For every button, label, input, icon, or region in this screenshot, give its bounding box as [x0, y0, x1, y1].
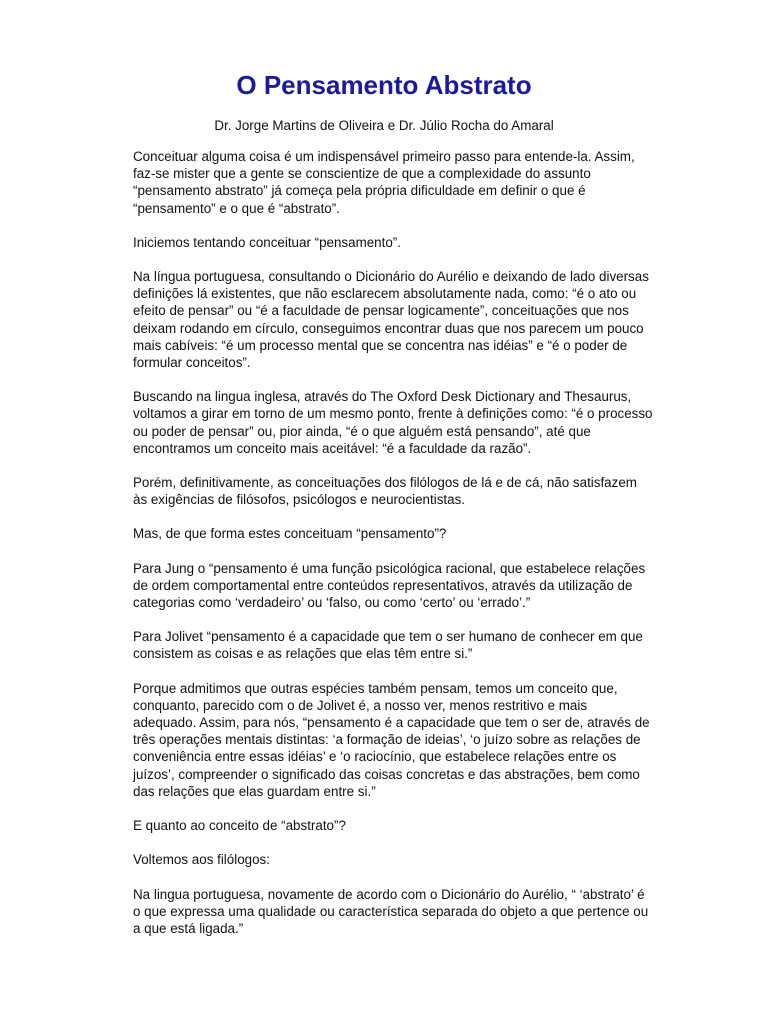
- document-authors: Dr. Jorge Martins de Oliveira e Dr. Júlio Rocha do Amaral: [214, 118, 554, 133]
- paragraph-11: Voltemos aos filólogos:: [133, 852, 270, 868]
- paragraph-7: Para Jung o “pensamento é uma função psicológica racional, que estabelece relações de ordem comportamental entre conteúdos representativos, através da utilização de categorias como ‘verdadeiro’ ou ‘falso, ou como ‘certo’ ou ‘errado’.”: [133, 560, 646, 611]
- paragraph-10: E quanto ao conceito de “abstrato”?: [133, 818, 346, 834]
- paragraph-12: Na lingua portuguesa, novamente de acordo com o Dicionário do Aurélio, “ ‘abstrato’ é o que expressa uma qualidade ou característica separada do objeto a que pertence ou a que está ligada.”: [133, 886, 649, 936]
- paragraph-3: Na língua portuguesa, consultando o Dicionário do Aurélio e deixando de lado diversas definições lá existentes, que não esclarecem absolutamente nada, como: “é o ato ou efeito de pensar” ou “é a faculdade de pensar logicamente”, conceituações que nos deixam rodando em círculo, conseguimos encontrar duas que nos parecem um pouco mais cabíveis: “é um processo mental que se concentra nas idéias” e “é o poder de formular conceitos”.: [133, 269, 649, 371]
- paragraph-9: Porque admitimos que outras espécies também pensam, temos um conceito que, conquanto, parecido com o de Jolivet é, a nosso ver, menos restritivo e mais adequado. Assim, para nós, “pensamento é a capacidade que tem o ser de, através de três operações mentais distintas: ‘a formação de ideias’, ‘o juízo sobre as relações de conveniência entre essas idéias’ e ‘o raciocínio, que estabelece relações entre os juízos’, compreender o significado das coisas concretas e das abstrações, bem como das relações que elas guardam entre si.”: [133, 680, 650, 799]
- document-title: O Pensamento Abstrato: [236, 70, 532, 100]
- document-body: [133, 148, 653, 937]
- paragraph-1: Conceituar alguma coisa é um indispensável primeiro passo para entende-la. Assim, faz-se mister que a gente se conscientize de que a complexidade do assunto “pensamento abstrato” já começa pela própria dificuldade em definir o que é “pensamento” e o que é “abstrato”.: [133, 149, 635, 216]
- paragraph-4: Buscando na lingua inglesa, através do The Oxford Desk Dictionary and Thesaurus, voltamos a girar em torno de um mesmo ponto, frente à definições como: “é o processo ou poder de pensar” ou, pior ainda, “é o que alguém está pensando”, até que encontramos um conceito mais aceitável: “é a faculdade da razão”.: [133, 389, 653, 456]
- paragraph-6: Mas, de que forma estes conceituam “pensamento”?: [133, 526, 447, 542]
- paragraph-8: Para Jolivet “pensamento é a capacidade que tem o ser humano de conhecer em que consistem as coisas e as relações que elas têm entre si.”: [133, 629, 643, 662]
- paragraph-2: Iniciemos tentando conceituar “pensamento”.: [133, 234, 401, 250]
- paragraph-5: Porém, definitivamente, as conceituações dos filólogos de lá e de cá, não satisfazem às exigências de filósofos, psicólogos e neurocientistas.: [133, 475, 637, 508]
